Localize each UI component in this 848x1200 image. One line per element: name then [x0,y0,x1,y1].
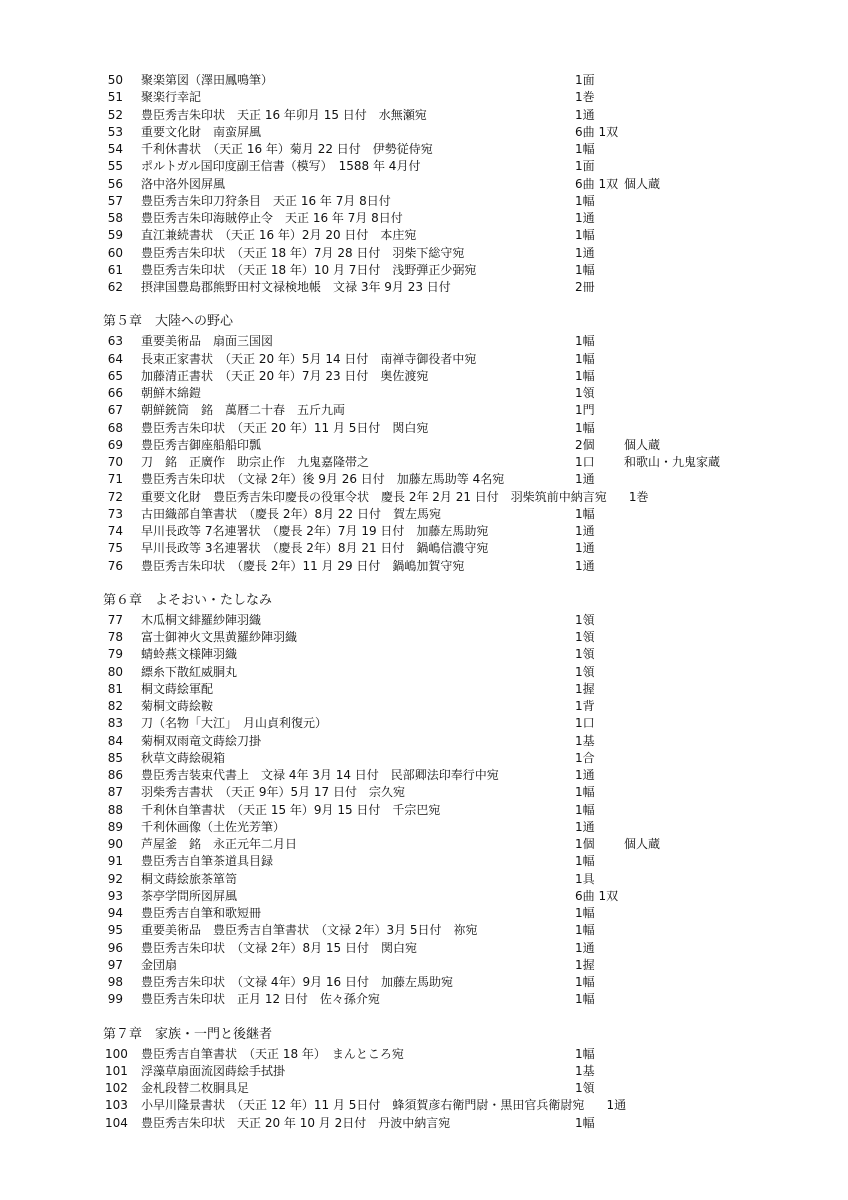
entry-number: 55 [107,159,123,174]
catalog-entry [0,715,848,732]
chapter-heading: 第６章 よそおい・たしなみ [103,592,273,608]
entry-quantity: 1巻 [628,489,649,504]
catalog-entry [0,1046,848,1063]
entry-title: 刀 銘 正廣作 助宗止作 九鬼嘉隆帯之 [141,455,370,469]
catalog-entry [0,784,848,801]
catalog-entry [0,836,848,853]
entry-quantity: 1幅 [575,975,595,989]
entry-number: 101 [105,1063,128,1078]
catalog-entry [0,351,848,368]
catalog-entry [0,1097,848,1114]
entry-title: 早川長政等 7名連署状 （慶長 2年）7月 19 日付 加藤左馬助宛 [141,524,489,538]
entry-title: 豊臣秀吉朱印状 天正 16 年卯月 15 日付 水無瀬宛 [141,107,427,122]
entry-number: 98 [107,975,123,989]
entry-title: 早川長政等 3名連署状 （慶長 2年）8月 21 日付 鍋嶋信濃守宛 [141,541,489,556]
catalog-entry [0,437,848,454]
entry-number: 93 [107,888,123,903]
entry-quantity: 1通 [575,768,595,782]
catalog-entry [0,176,848,193]
entry-quantity: 1幅 [575,802,595,817]
entry-number: 94 [107,906,123,920]
entry-title: 豊臣秀吉自筆茶道具目録 [141,854,274,869]
entry-title: 豊臣秀吉朱印状 天正 20 年 10 月 2日付 丹波中納言宛 [141,1115,451,1130]
entry-title: 木瓜桐文緋羅紗陣羽織 [141,612,262,627]
entry-quantity: 1通 [575,211,595,225]
entry-title: 桐文蒔絵軍配 [141,681,214,696]
catalog-entry [0,523,848,540]
catalog-entry [0,905,848,922]
entry-quantity: 2個 [575,437,595,452]
entry-title: 羽柴秀吉書状 （天正 9年）5月 17 日付 宗久宛 [141,785,405,800]
entry-number: 85 [107,750,123,765]
entry-number: 83 [107,716,123,731]
entry-title: 茶亭学問所図屏風 [141,888,238,903]
entry-title: 秋草文蒔絵硯箱 [141,750,226,765]
entry-number: 54 [107,142,123,156]
entry-quantity: 1幅 [575,785,595,800]
entry-title: ポルトガル国印度副王信書（模写） 1588 年 4月付 [141,159,421,174]
entry-quantity: 1幅 [575,1115,595,1130]
entry-title: 重要文化財 南蛮屏風 [141,124,262,139]
entry-number: 64 [107,351,123,366]
catalog-entry [0,1063,848,1080]
entry-title: 千利休書状 （天正 16 年）菊月 22 日付 伊勢従侍宛 [141,142,433,156]
catalog-entry [0,420,848,437]
entry-number: 87 [107,785,123,800]
entry-number: 60 [107,245,123,260]
catalog-entry [0,141,848,158]
catalog-entry [0,262,848,279]
entry-quantity: 1幅 [575,854,595,869]
entry-title: 豊臣秀吉朱印状 （慶長 2年）11 月 29 日付 鍋嶋加賀守宛 [141,558,465,573]
catalog-entry [0,89,848,106]
entry-title: 刀（名物「大江」 月山貞利復元） [141,716,328,731]
entry-quantity: 1具 [575,871,595,886]
entry-number: 67 [107,403,123,418]
catalog-entry [0,974,848,991]
entry-number: 72 [107,489,123,504]
entry-number: 59 [107,228,123,243]
entry-title: 豊臣秀吉朱印刀狩条目 天正 16 年 7月 8日付 [141,193,391,208]
entry-title: 長束正家書状 （天正 20 年）5月 14 日付 南禅寺御役者中宛 [141,351,477,366]
entry-number: 80 [107,664,123,679]
entry-number: 53 [107,124,123,139]
entry-number: 100 [105,1046,128,1061]
catalog-entry [0,733,848,750]
entry-quantity: 1基 [575,733,595,748]
entry-title: 重要文化財 豊臣秀吉朱印慶長の役軍令状 慶長 2年 2月 21 日付 羽柴筑前中納言宛 1巻 [141,489,649,504]
entry-owner: 個人蔵 [624,437,661,452]
entry-owner: 個人蔵 [624,176,661,191]
catalog-entry [0,767,848,784]
entry-title: 富士御神火文黒黄羅紗陣羽織 [141,630,298,644]
entry-quantity: 1幅 [575,142,595,156]
entry-number: 52 [107,107,123,122]
entry-number: 63 [107,334,123,349]
entry-number: 62 [107,280,123,294]
entry-number: 73 [107,506,123,521]
catalog-entry [0,629,848,646]
entry-quantity: 1幅 [575,923,595,938]
entry-title: 豊臣秀吉朱印状 （天正 18 年）10 月 7日付 浅野弾正少弼宛 [141,262,477,277]
chapter-heading: 第５章 大陸への野心 [103,314,234,330]
entry-number: 58 [107,211,123,225]
entry-quantity: 1領 [575,630,595,644]
catalog-entry [0,385,848,402]
entry-title: 蜻蛉燕文様陣羽織 [141,647,238,662]
catalog-entry [0,368,848,385]
catalog-entry [0,402,848,419]
entry-title: 豊臣秀吉朱印状 （天正 20 年）11 月 5日付 関白宛 [141,420,429,435]
entry-title: 千利休画像（土佐光芳筆） [141,819,286,834]
entry-quantity: 1通 [575,107,595,122]
catalog-entry [0,957,848,974]
entry-number: 86 [107,768,123,782]
entry-title: 重要美術品 扇面三国図 [141,334,274,349]
catalog-entry [0,454,848,471]
chapter-heading: 第７章 家族・一門と後継者 [103,1026,273,1042]
entry-quantity: 1口 [575,716,595,731]
catalog-entry [0,1080,848,1097]
entry-quantity: 1面 [575,73,595,87]
entry-quantity: 1門 [575,403,595,418]
entry-quantity: 1基 [575,1063,595,1078]
entry-title: 直江兼続書状 （天正 16 年）2月 20 日付 本庄宛 [141,228,417,243]
catalog-entry [0,279,848,296]
catalog-entry [0,158,848,175]
entry-title: 菊桐双雨竜文蒔絵刀掛 [141,733,262,748]
entry-title: 小早川隆景書状 （天正 12 年）11 月 5日付 蜂須賀彦右衛門尉・黒田官兵衛尉宛 1通 [141,1098,627,1113]
entry-quantity: 1口 [575,455,595,469]
entry-number: 75 [107,541,123,556]
entry-quantity: 6曲 1双 [575,176,619,191]
entry-quantity: 1通 [575,245,595,260]
entry-quantity: 2冊 [575,280,595,294]
entry-title: 摂津国豊島郡熊野田村文禄検地帳 文禄 3年 9月 23 日付 [141,280,451,294]
entry-quantity: 1領 [575,664,595,679]
catalog-entry [0,506,848,523]
catalog-entry [0,540,848,557]
catalog-entry [0,888,848,905]
entry-title: 金団扇 [141,957,178,972]
entry-title: 豊臣秀吉朱印状 （文禄 2年）後 9月 26 日付 加藤左馬助等 4名宛 [141,472,505,487]
entry-title: 豊臣秀吉自筆書状 （天正 18 年） まんところ宛 [141,1046,404,1061]
entry-quantity: 1面 [575,159,595,174]
entry-quantity: 1幅 [575,228,595,243]
entry-number: 65 [107,368,123,383]
entry-number: 76 [107,558,123,573]
entry-number: 82 [107,699,123,713]
entry-number: 99 [107,992,123,1007]
entry-title: 重要美術品 豊臣秀吉自筆書状 （文禄 2年）3月 5日付 祢宛 [141,923,478,938]
entry-quantity: 1幅 [575,992,595,1007]
entry-quantity: 1幅 [575,1046,595,1061]
entry-quantity: 1領 [575,386,595,400]
entry-quantity: 1背 [575,699,595,713]
entry-number: 77 [107,612,123,627]
catalog-entry [0,853,848,870]
entry-number: 95 [107,923,123,938]
entry-title: 縹糸下散紅威胴丸 [141,664,238,679]
entry-title: 豊臣秀吉装束代書上 文禄 4年 3月 14 日付 民部卿法印奉行中宛 [141,768,499,782]
entry-title: 浮藻草扇面流図蒔絵手拭掛 [141,1063,286,1078]
entry-title: 豊臣秀吉朱印状 （文禄 4年）9月 16 日付 加藤左馬助宛 [141,975,453,989]
entry-quantity: 1通 [575,819,595,834]
catalog-entry [0,193,848,210]
entry-quantity: 1合 [575,750,595,765]
entry-number: 91 [107,854,123,869]
entry-quantity: 1通 [575,558,595,573]
entry-number: 89 [107,819,123,834]
catalog-entry [0,940,848,957]
entry-quantity: 1幅 [575,368,595,383]
entry-title: 聚楽行幸記 [141,90,202,105]
catalog-entry [0,107,848,124]
catalog-entry [0,227,848,244]
entry-owner: 個人蔵 [624,837,661,851]
entry-quantity: 1通 [575,940,595,955]
entry-title: 豊臣秀吉朱印海賊停止令 天正 16 年 7月 8日付 [141,211,403,225]
catalog-entry [0,871,848,888]
entry-number: 61 [107,262,123,277]
entry-number: 104 [105,1115,128,1130]
catalog-entry [0,210,848,227]
catalog-entry [0,664,848,681]
catalog-entry [0,558,848,575]
entry-number: 97 [107,957,123,972]
entry-quantity: 1通 [575,524,595,538]
catalog-entry [0,681,848,698]
entry-quantity: 6曲 1双 [575,124,619,139]
entry-title: 豊臣秀吉朱印状 正月 12 日付 佐々孫介宛 [141,992,380,1007]
catalog-entry [0,991,848,1008]
entry-number: 66 [107,386,123,400]
entry-title: 豊臣秀吉自筆和歌短冊 [141,906,262,920]
entry-number: 57 [107,193,123,208]
catalog-entry [0,72,848,89]
entry-title: 豊臣秀吉朱印状 （文禄 2年）8月 15 日付 関白宛 [141,940,417,955]
catalog-entry [0,1115,848,1132]
entry-quantity: 1個 [575,837,595,851]
entry-title: 菊桐文蒔絵鞍 [141,699,214,713]
catalog-entry [0,471,848,488]
entry-number: 78 [107,630,123,644]
entry-number: 90 [107,837,123,851]
entry-title: 朝鮮木綿鎧 [141,386,202,400]
entry-quantity: 1幅 [575,351,595,366]
entry-number: 102 [105,1081,128,1095]
catalog-entry [0,819,848,836]
entry-quantity: 1幅 [575,506,595,521]
entry-quantity: 1通 [575,472,595,487]
entry-title: 豊臣秀吉御座船船印瓢 [141,437,262,452]
entry-number: 92 [107,871,123,886]
catalog-entry [0,750,848,767]
entry-quantity: 1幅 [575,906,595,920]
catalog-entry [0,245,848,262]
entry-title: 金札段替二枚胴具足 [141,1081,250,1095]
entry-owner: 和歌山・九鬼家蔵 [624,455,721,469]
catalog-entry [0,489,848,506]
catalog-entry [0,646,848,663]
entry-number: 71 [107,472,123,487]
entry-title: 洛中洛外図屏風 [141,176,226,191]
entry-number: 68 [107,420,123,435]
entry-number: 96 [107,940,123,955]
entry-title: 朝鮮銃筒 銘 萬暦二十春 五斤九両 [141,403,346,418]
entry-title: 聚楽第図（澤田鳳鳴筆） [141,73,274,87]
catalog-entry [0,612,848,629]
catalog-entry [0,333,848,350]
entry-title: 桐文蒔絵旅茶箪笥 [141,871,238,886]
entry-number: 88 [107,802,123,817]
entry-quantity: 1巻 [575,90,595,105]
entry-quantity: 1握 [575,957,595,972]
entry-quantity: 1幅 [575,193,595,208]
entry-title: 豊臣秀吉朱印状 （天正 18 年）7月 28 日付 羽柴下総守宛 [141,245,465,260]
catalog-entry [0,922,848,939]
entry-quantity: 1領 [575,647,595,662]
entry-number: 84 [107,733,123,748]
catalog-entry [0,124,848,141]
entry-number: 103 [105,1098,128,1113]
entry-quantity: 6曲 1双 [575,888,619,903]
entry-title: 千利休自筆書状 （天正 15 年）9月 15 日付 千宗巴宛 [141,802,441,817]
entry-quantity: 1通 [575,541,595,556]
entry-number: 51 [107,90,123,105]
entry-quantity: 1通 [606,1098,627,1113]
entry-quantity: 1握 [575,681,595,696]
entry-title: 芦屋釜 銘 永正元年二月日 [141,837,298,851]
entry-quantity: 1幅 [575,334,595,349]
entry-title: 古田織部自筆書状 （慶長 2年）8月 22 日付 賀左馬宛 [141,506,441,521]
entry-title: 加藤清正書状 （天正 20 年）7月 23 日付 奥佐渡宛 [141,368,429,383]
entry-number: 70 [107,455,123,469]
entry-quantity: 1幅 [575,420,595,435]
entry-quantity: 1領 [575,1081,595,1095]
entry-quantity: 1領 [575,612,595,627]
entry-number: 56 [107,176,123,191]
catalog-entry [0,698,848,715]
entry-number: 81 [107,681,123,696]
entry-number: 50 [107,73,123,87]
catalog-entry [0,802,848,819]
entry-quantity: 1幅 [575,262,595,277]
entry-number: 79 [107,647,123,662]
entry-number: 69 [107,437,123,452]
entry-number: 74 [107,524,123,538]
